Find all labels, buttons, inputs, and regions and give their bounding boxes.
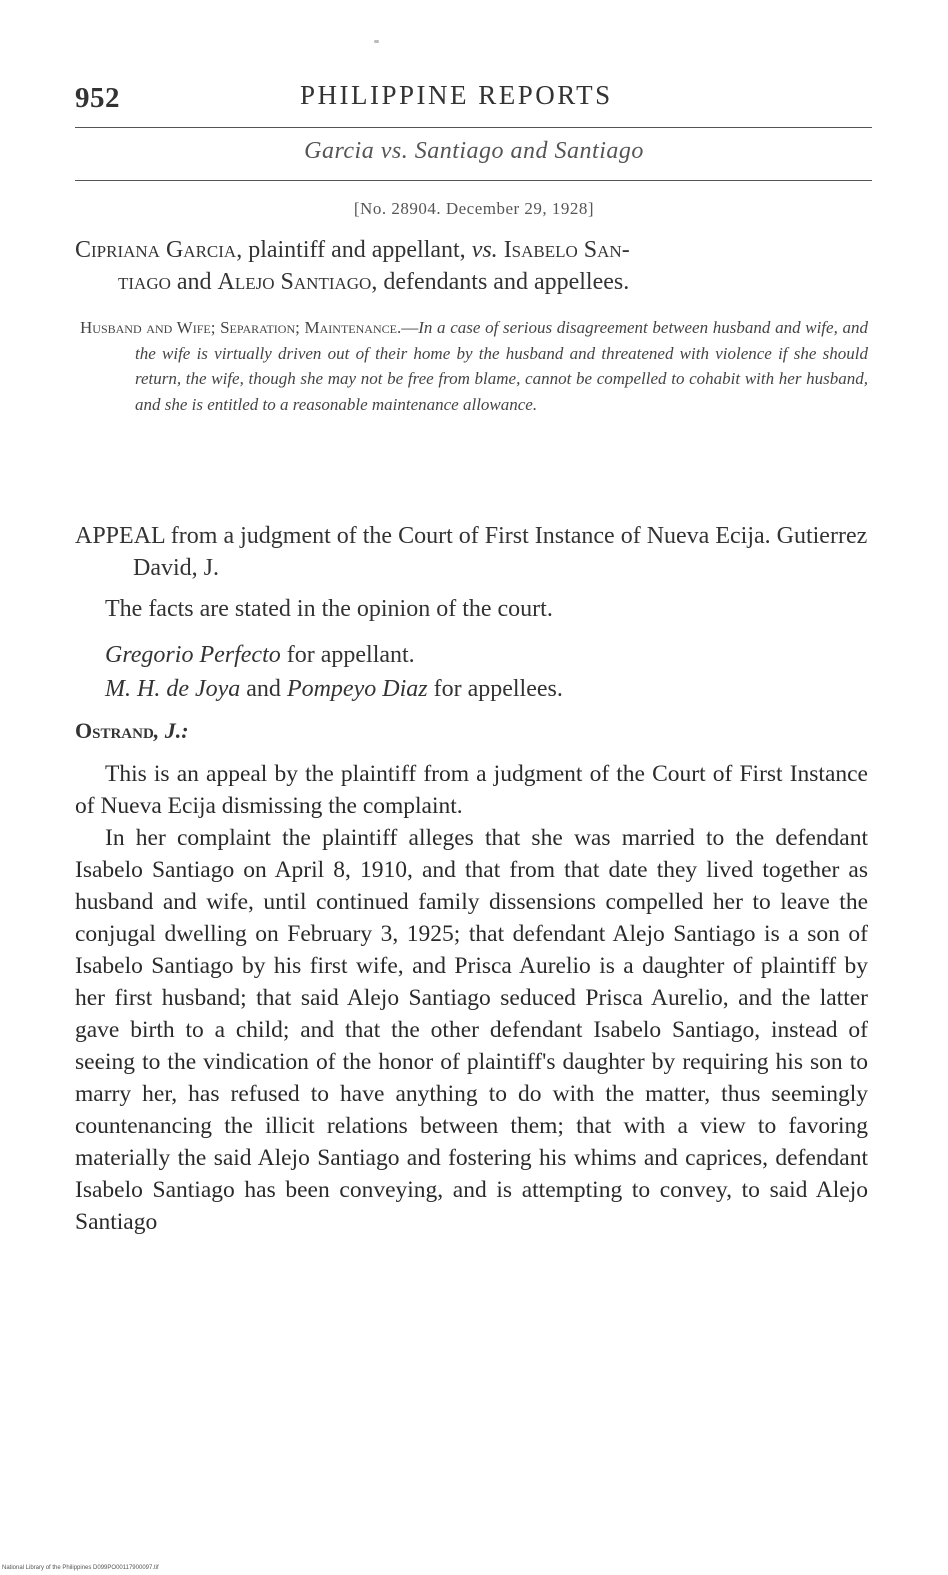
running-head: PHILIPPINE REPORTS xyxy=(300,80,613,110)
defendant1-name-a: Isabelo San- xyxy=(503,237,630,263)
header-rule-bottom xyxy=(75,180,872,181)
appellant-counsel-role: for appellant. xyxy=(280,642,415,668)
opinion-paragraph-2: In her complaint the plaintiff alleges that she was married to the defendant Isabelo Santiago on April 8, 1910, and that from that date they lived together as husband and wife, until continued family dissensions compelled her to leave the conjugal dwelling on February 3, 1925; that defendant Alejo Santiago is a son of Isabelo Santiago by his first wife, and Prisca Aurelio is a daughter of plaintiff by her first husband; that said Alejo Santiago seduced Prisca Aurelio, and the latter gave birth to a child; and that the other defendant Isabelo Santiago, instead of seeing to the vindication of the honor of plaintiff's daughter by requiring his son to marry her, has refused to have anything to do with the matter, thus seemingly countenancing the illicit relations between them; that with a view to favoring materially the said Alejo Santiago and fostering his whims and caprices, defendant Isabelo Santiago has been conveying, and is attempting to convey, to said Alejo Santiago xyxy=(75,825,868,1235)
plaintiff-role: , plaintiff and appellant, xyxy=(236,237,472,263)
appeal-statement xyxy=(75,520,870,584)
scan-speck xyxy=(374,40,379,43)
page-number: 952 xyxy=(75,82,120,114)
appellee-counsel-name-2: Pompeyo Diaz xyxy=(286,676,428,702)
ponente xyxy=(75,718,189,744)
appellee-counsel-role: for appellees. xyxy=(427,676,563,702)
case-parties xyxy=(75,234,870,298)
justice-suffix: , J.: xyxy=(153,718,189,743)
justice-name: Ostrand xyxy=(75,718,154,743)
appeal-text: from a judgment of the Court of First Instance of Nueva Ecija. Gutierrez David, J. xyxy=(133,523,868,581)
syllabus xyxy=(80,315,868,417)
counsel-appellees xyxy=(105,676,563,703)
plaintiff-name: Cipriana Garcia xyxy=(75,237,237,263)
appellee-counsel-and: and xyxy=(240,676,287,702)
header-rule-top xyxy=(75,127,872,128)
defendant2-name: Alejo Santiago xyxy=(217,269,372,295)
defendants-role: , defendants and appellees. xyxy=(371,269,630,295)
docket-line: [No. 28904. December 29, 1928] xyxy=(353,199,595,218)
parties-and: and xyxy=(170,269,218,295)
syllabus-text: In a case of serious disagreement between husband and wife, and the wife is virtually driven out of their home by the husband and threatened with violence if she should return, the wife, though she may not be free from blame, cannot be compelled to cohabit with her husband, and she is entitled to a reasonable maintenance allowance. xyxy=(135,318,868,414)
appellee-counsel-name-1: M. H. de Joya xyxy=(105,676,241,702)
opinion-body xyxy=(75,758,868,1238)
case-header: Garcia vs. Santiago and Santiago xyxy=(304,138,644,164)
syllabus-topic: Husband and Wife; Separation; Maintenance. xyxy=(80,318,402,337)
scan-footer: National Library of the Philippines D099PO00117900097.tif xyxy=(2,1565,159,1571)
syllabus-dash: — xyxy=(401,318,419,337)
appeal-label: APPEAL xyxy=(75,523,165,549)
appellant-counsel-name: Gregorio Perfecto xyxy=(105,642,281,668)
opinion-paragraph-1: This is an appeal by the plaintiff from a judgment of the Court of First Instance of Nueva Ecija dismissing the complaint. xyxy=(75,761,868,819)
counsel-appellant xyxy=(105,642,415,669)
versus: vs. xyxy=(471,237,498,263)
defendant1-name-b: tiago xyxy=(118,269,171,295)
facts-statement: The facts are stated in the opinion of the court. xyxy=(105,596,553,622)
